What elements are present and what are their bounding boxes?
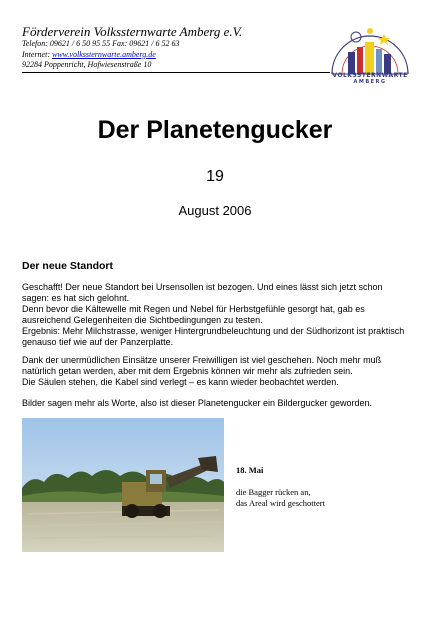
photo-caption xyxy=(236,487,325,509)
observatory-logo-icon xyxy=(326,20,414,80)
text-line: genauso tief wie auf der Panzerplatte. xyxy=(22,337,174,348)
text-line: sagen: es hat sich gelohnt. xyxy=(22,293,130,304)
paragraph-2 xyxy=(22,355,414,388)
header-rule xyxy=(22,72,330,73)
caption-line: das Areal wird geschottert xyxy=(236,498,325,508)
paragraph-1 xyxy=(22,282,414,349)
issue-date: August 2006 xyxy=(178,203,252,218)
section-heading: Der neue Standort xyxy=(22,260,114,272)
internet-label: Internet: xyxy=(22,49,52,59)
address-line: 92284 Poppenricht, Hofwiesenstraße 10 xyxy=(22,60,152,69)
newsletter-title: Der Planetengucker xyxy=(97,116,333,144)
logo-text-amberg: AMBERG xyxy=(353,79,387,85)
caption-date: 18. Mai xyxy=(236,465,264,475)
website-link[interactable]: www.volkssternwarte.amberg.de xyxy=(52,49,156,59)
text-line: Ergebnis: Mehr Milchstrasse, weniger Hintergrundbeleuchtung und der Südhorizont ist praktisch xyxy=(22,326,405,337)
phone-fax-line: Telefon: 09621 / 6 50 95 55 Fax: 09621 / 6 52 63 xyxy=(22,39,180,48)
internet-line xyxy=(22,50,322,61)
text-line: Geschafft! Der neue Standort bei Ursensollen ist bezogen. Und eines lässt sich jetzt schon xyxy=(22,282,383,292)
text-line: Die Säulen stehen, die Kabel sind verlegt – es kann wieder beobachtet werden. xyxy=(22,377,339,388)
text-line: Bilder sagen mehr als Worte, also ist dieser Planetengucker ein Bildergucker geworden. xyxy=(22,398,373,408)
excavator-photo xyxy=(22,418,224,552)
letterhead xyxy=(22,24,322,71)
text-line: Denn bevor die Kältewelle mit Regen und Nebel für Herbstgefühle gesorgt hat, gab es xyxy=(22,304,365,315)
organization-name: Förderverein Volkssternwarte Amberg e.V. xyxy=(22,24,243,39)
text-line: natürlich getan werden, aber mit dem Ergebnis können wir mehr als zufrieden sein. xyxy=(22,366,353,377)
caption-line: die Bagger rücken an, xyxy=(236,487,311,497)
text-line: ausreichend Gelegenheiten die Sichtbedingungen zu testen. xyxy=(22,315,263,326)
paragraph-3 xyxy=(22,398,414,409)
issue-number: 19 xyxy=(206,168,224,185)
logo-text-volkssternwarte: VOLKSSTERNWARTE xyxy=(332,72,408,79)
text-line: Dank der unermüdlichen Einsätze unserer Freiwilligen ist viel geschehen. Noch mehr muß xyxy=(22,355,382,365)
